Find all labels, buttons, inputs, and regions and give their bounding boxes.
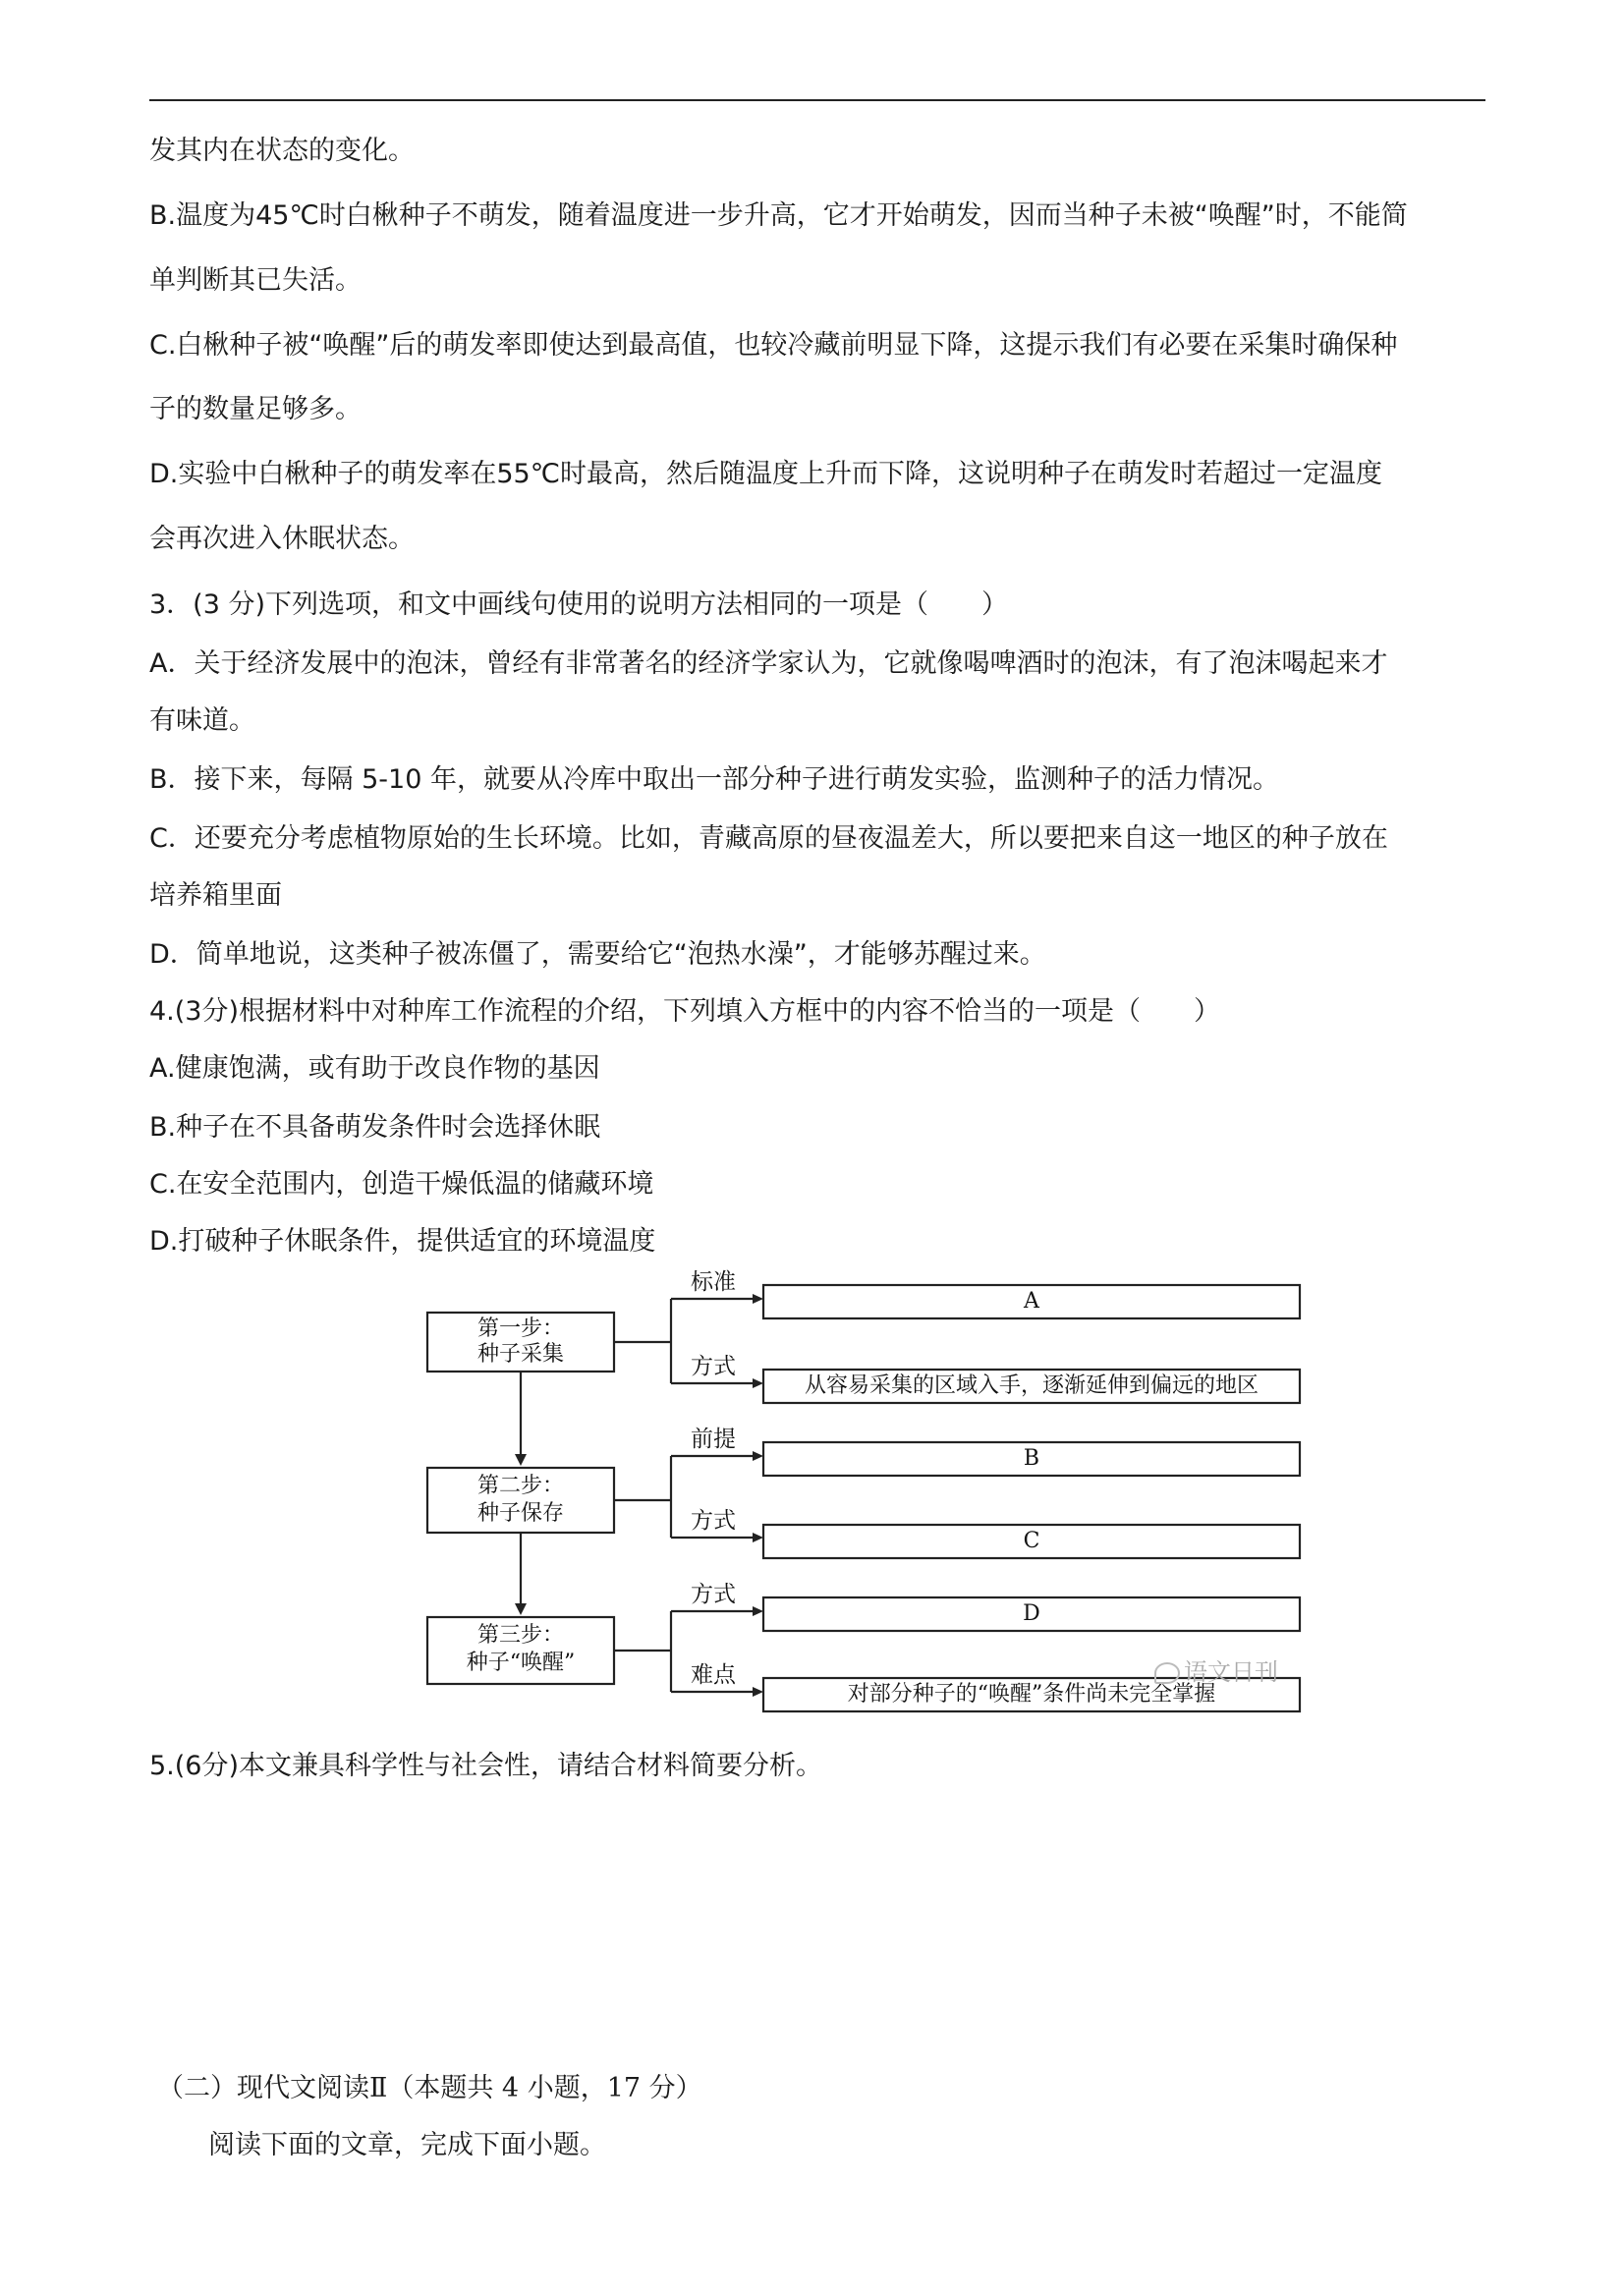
- step-3-name: 种子“唤醒”: [466, 1651, 576, 1675]
- option-d-line-2: 会再次进入休眠状态。: [149, 524, 415, 554]
- branch-box-4: C: [1023, 1529, 1040, 1553]
- question-4: 4.(3分)根据材料中对种库工作流程的介绍，下列填入方框中的内容不恰当的一项是（ ）: [149, 996, 1221, 1027]
- q3-option-a-line-1: A．关于经济发展中的泡沫，曾经有非常著名的经济学家认为，它就像喝啤酒时的泡沫，有了泡沫喝起来才: [149, 648, 1388, 679]
- q3-option-a-line-2: 有味道。: [149, 705, 255, 736]
- q4-option-b: B.种子在不具备萌发条件时会选择休眠: [149, 1112, 601, 1143]
- option-d-line-1: D.实验中白楸种子的萌发率在55℃时最高，然后随温度上升而下降，这说明种子在萌发时若超过一定温度: [149, 459, 1383, 489]
- branch-label-1: 标准: [691, 1269, 736, 1295]
- q3-option-c-line-1: C．还要充分考虑植物原始的生长环境。比如，青藏高原的昼夜温差大，所以要把来自这一地区的种子放在: [149, 823, 1388, 854]
- question-3: 3．(3 分)下列选项，和文中画线句使用的说明方法相同的一项是（ ）: [149, 589, 1009, 620]
- branch-box-2: 从容易采集的区域入手，逐渐延伸到偏远的地区: [804, 1373, 1259, 1398]
- branch-box-5: D: [1023, 1601, 1040, 1626]
- step-2-name: 种子保存: [476, 1501, 564, 1526]
- step-3-title: 第三步：: [476, 1623, 564, 1648]
- q4-option-d: D.打破种子休眠条件，提供适宜的环境温度: [149, 1226, 656, 1257]
- step-1-name: 种子采集: [476, 1342, 564, 1367]
- q3-option-c-line-2: 培养箱里面: [149, 880, 282, 911]
- branch-label-4: 方式: [691, 1508, 736, 1534]
- q3-option-b: B．接下来，每隔 5-10 年，就要从冷库中取出一部分种子进行萌发实验，监测种子的活力情况。: [149, 764, 1279, 795]
- watermark-text: 语文日刊: [1184, 1658, 1278, 1686]
- branch-label-3: 前提: [691, 1427, 736, 1452]
- option-b-line-2: 单判断其已失活。: [149, 265, 362, 296]
- branch-box-1: A: [1024, 1289, 1039, 1314]
- branch-label-2: 方式: [691, 1354, 736, 1379]
- chat-bubble-icon: [1154, 1662, 1180, 1684]
- q4-option-c: C.在安全范围内，创造干燥低温的储藏环境: [149, 1169, 654, 1200]
- section-instruction: 阅读下面的文章，完成下面小题。: [208, 2130, 606, 2160]
- watermark: [1154, 1652, 1278, 1687]
- header-rule: [149, 99, 1485, 101]
- text-line-1: 发其内在状态的变化。: [149, 136, 415, 166]
- branch-label-6: 难点: [691, 1662, 736, 1688]
- option-b-line-1: B.温度为45℃时白楸种子不萌发，随着温度进一步升高，它才开始萌发，因而当种子未被“唤醒”时，不能简: [149, 200, 1408, 231]
- q4-option-a: A.健康饱满，或有助于改良作物的基因: [149, 1053, 600, 1084]
- step-2-title: 第二步：: [476, 1474, 564, 1498]
- branch-box-3: B: [1023, 1446, 1040, 1471]
- branch-label-5: 方式: [691, 1582, 736, 1607]
- q3-option-d: D．简单地说，这类种子被冻僵了，需要给它“泡热水澡”，才能够苏醒过来。: [149, 939, 1046, 970]
- step-1-title: 第一步：: [476, 1316, 564, 1341]
- question-5: 5.(6分)本文兼具科学性与社会性，请结合材料简要分析。: [149, 1751, 823, 1781]
- branch-box-6: 对部分种子的“唤醒”条件尚未完全掌握: [847, 1682, 1216, 1707]
- flowchart: [418, 1267, 1302, 1719]
- option-c-line-1: C.白楸种子被“唤醒”后的萌发率即使达到最高值，也较冷藏前明显下降，这提示我们有必要在采集时确保种: [149, 330, 1398, 361]
- option-c-line-2: 子的数量足够多。: [149, 394, 362, 424]
- section-heading: （二）现代文阅读Ⅱ（本题共 4 小题，17 分）: [157, 2073, 702, 2103]
